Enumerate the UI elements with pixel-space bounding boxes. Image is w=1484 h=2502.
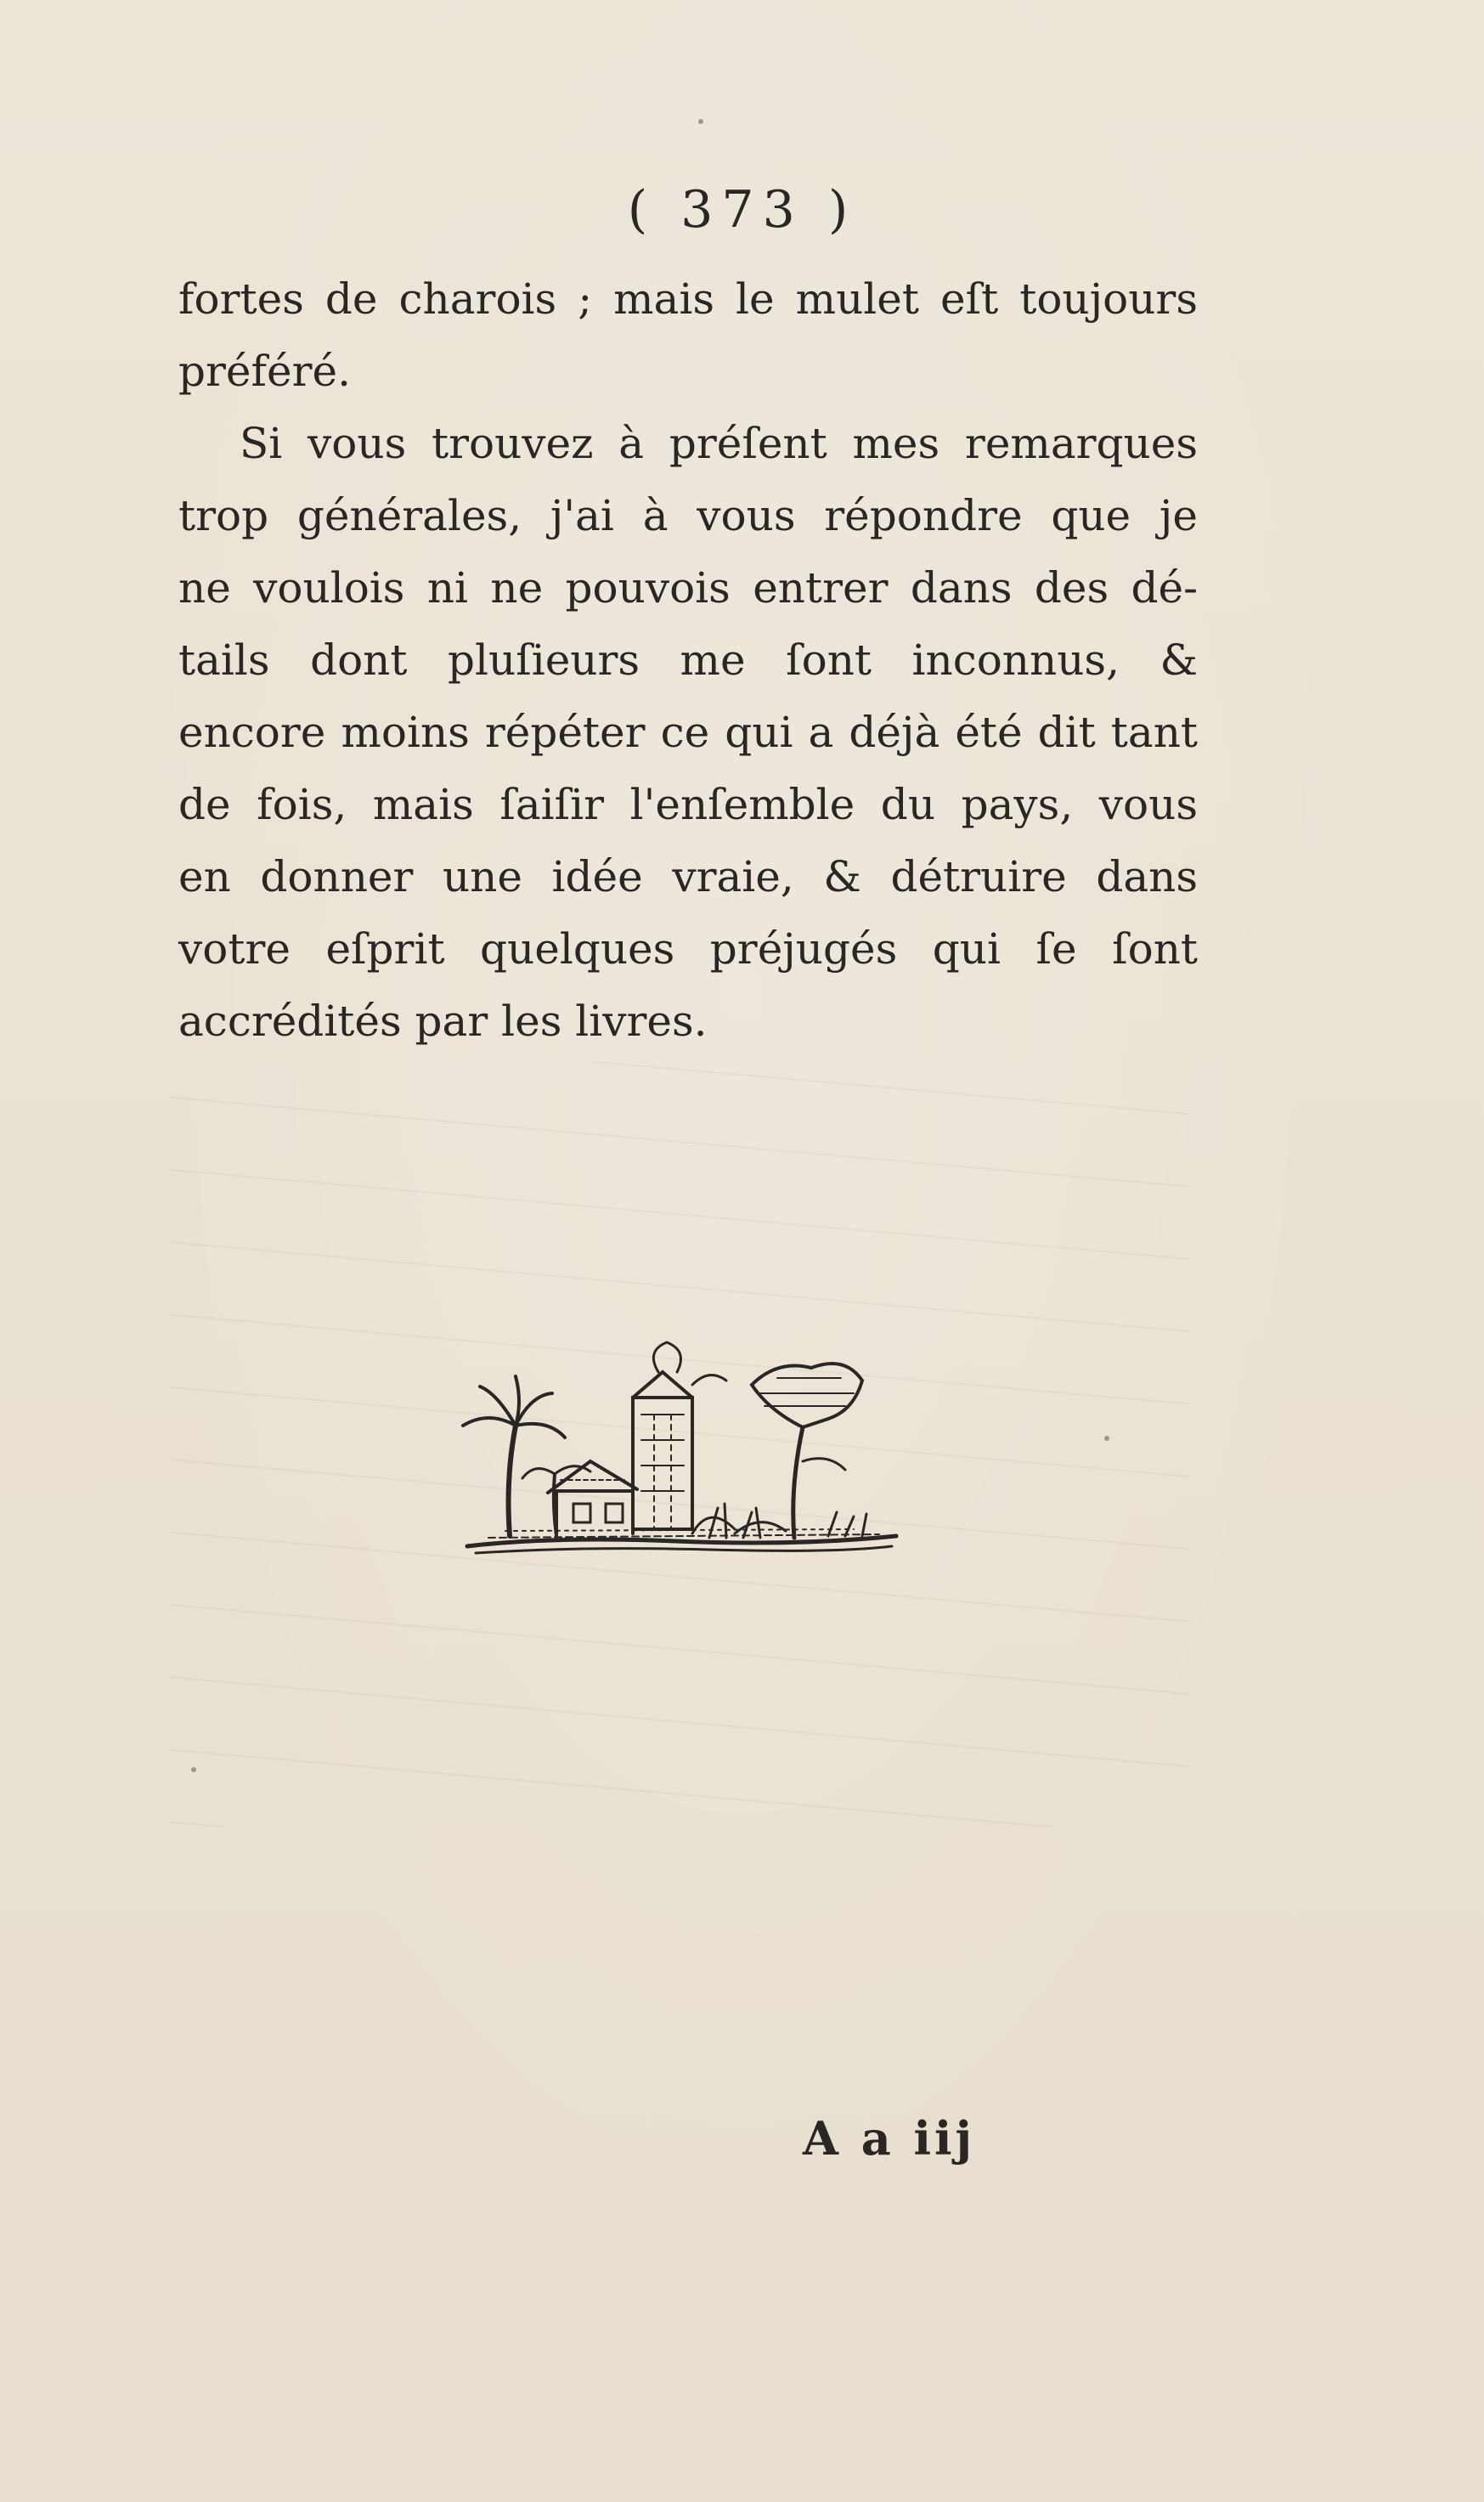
body-text xyxy=(178,263,1198,1058)
text-line: tails dont pluſieurs me ſont inconnus, & xyxy=(178,635,1198,685)
text-line: fortes de charois ; mais le mulet eſt toujours xyxy=(178,274,1198,324)
paper-speck xyxy=(1104,1436,1109,1441)
text-line: de fois, mais ſaiſir l'enſemble du pays, vous xyxy=(178,780,1198,829)
landscape-vignette-icon xyxy=(454,1334,905,1563)
text-line: trop générales, j'ai à vous répondre que je xyxy=(178,491,1198,540)
page-number: ( 373 ) xyxy=(627,180,857,240)
text-line: encore moins répéter ce qui a déjà été dit tant xyxy=(178,708,1198,757)
text-line: votre eſprit quelques préjugés qui ſe ſont xyxy=(178,924,1198,974)
text-line: Si vous trouvez à préſent mes remarques xyxy=(240,419,1198,468)
paper-speck xyxy=(698,119,703,124)
text-line: en donner une idée vraie, & détruire dans xyxy=(178,852,1198,901)
signature-mark: A a iij xyxy=(803,2111,976,2166)
text-line: préféré. xyxy=(178,347,351,396)
paper-speck xyxy=(191,1767,196,1772)
text-line: accrédités par les livres. xyxy=(178,997,708,1046)
text-line: ne voulois ni ne pouvois entrer dans des dé- xyxy=(178,563,1198,613)
